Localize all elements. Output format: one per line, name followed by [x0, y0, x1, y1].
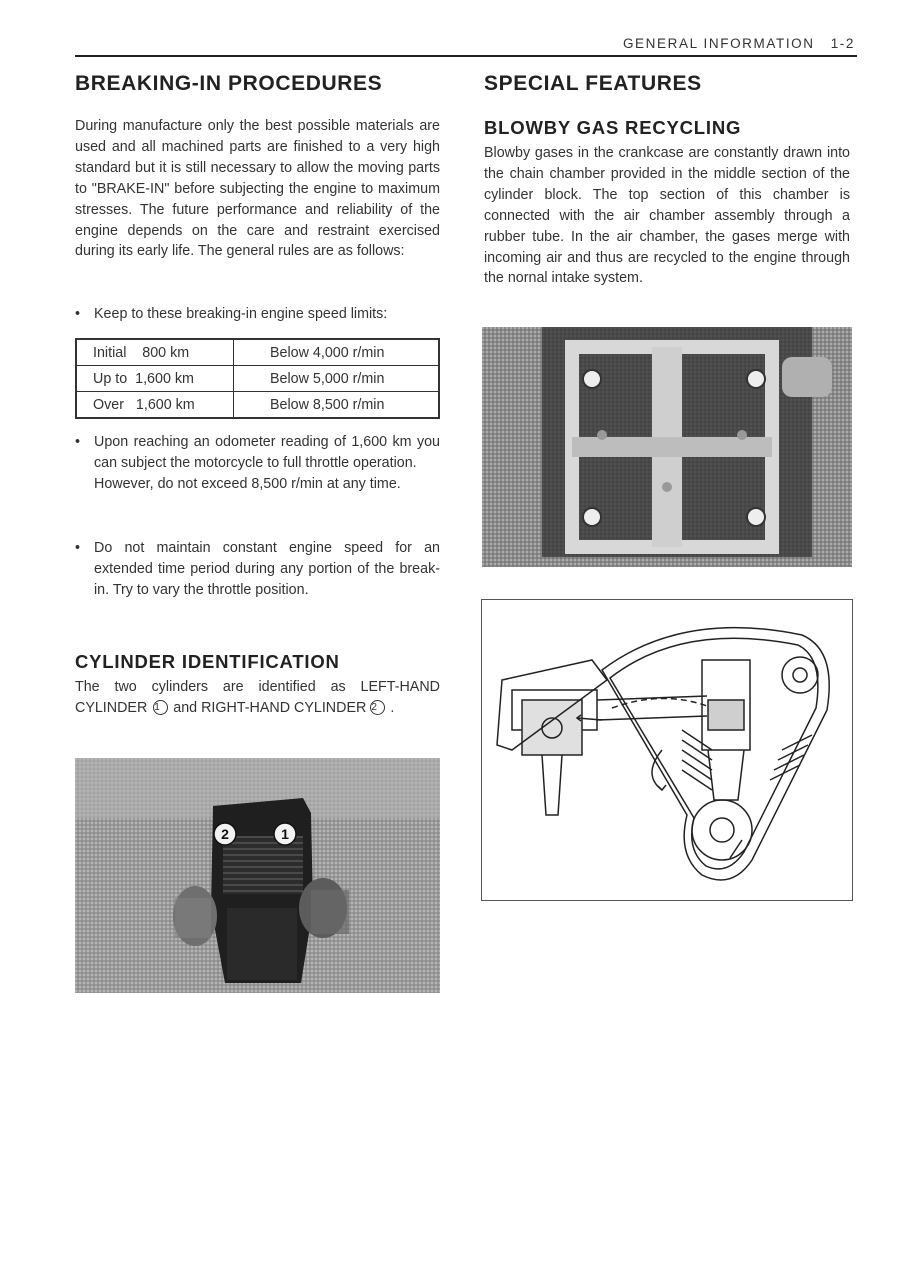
- table-cell-limit: Below 5,000 r/min: [234, 366, 440, 392]
- blowby-title: BLOWBY GAS RECYCLING: [484, 117, 742, 138]
- table-cell-limit: Below 4,000 r/min: [234, 339, 440, 366]
- bullet-full-throttle: [75, 432, 440, 495]
- bullet-vary-throttle-text: Do not maintain constant engine speed for an extended time period during any portion of the break-in. Try to vary the throttle position.: [94, 540, 440, 598]
- blowby-text: Blowby gases in the crankcase are constantly drawn into the chain chamber provided in the middle section of the cylinder block. The top section of this chamber is connected with the air chamber assembly through a rubber tube. In the air chamber, the gases merge with incoming air and thus are recycled to the engine through the nornal intake system.: [484, 145, 850, 287]
- bullet-icon: •: [75, 434, 81, 450]
- circled-number-1: 1: [153, 700, 168, 715]
- special-features-title: SPECIAL FEATURES: [484, 72, 702, 95]
- cylinder-id-text-part2: and RIGHT-HAND CYLINDER: [173, 699, 367, 716]
- table-row: [76, 366, 439, 392]
- engine-front-illustration: [75, 758, 440, 993]
- engine-cutaway-illustration: [482, 600, 852, 900]
- breaking-in-title: BREAKING-IN PROCEDURES: [75, 72, 383, 95]
- cylinder-head-illustration: [482, 327, 852, 567]
- engine-front-photo: [75, 758, 440, 993]
- running-header: [600, 36, 855, 51]
- photo-label-cylinder-2: 2: [221, 826, 229, 842]
- cylinder-head-photo: [482, 327, 852, 567]
- table-row: [76, 392, 439, 419]
- table-cell-limit: Below 8,500 r/min: [234, 392, 440, 419]
- cylinder-id-text: The two cylinders are identified as LEFT-HAND CYLINDER 1 and RIGHT-HAND CYLINDER 2 .: [75, 679, 440, 716]
- blowby-cutaway-diagram: [481, 599, 853, 901]
- table-cell-range: Initial 800 km: [76, 339, 234, 366]
- table-row: [76, 339, 439, 366]
- bullet-icon: •: [75, 540, 81, 556]
- bullet-vary-throttle: [75, 538, 440, 601]
- speed-limit-table: [75, 338, 440, 419]
- bullet-speed-limits-text: Keep to these breaking-in engine speed limits:: [94, 306, 388, 322]
- cylinder-id-title: CYLINDER IDENTIFICATION: [75, 651, 340, 672]
- table-cell-range: Up to 1,600 km: [76, 366, 234, 392]
- bullet-full-throttle-warning: However, do not exceed 8,500 r/min at any time.: [94, 475, 401, 492]
- header-section: GENERAL INFORMATION: [622, 36, 815, 51]
- breaking-in-intro: During manufacture only the best possible materials are used and all machined parts are finished to a very high standard but it is still necessary to allow the moving parts to "BRAKE-IN" before subjecting the engine to maximum stresses. The future performance and reliability of the engine depends on the care and restraint exercised during its early life. The general rules are as follows:: [75, 118, 440, 260]
- cylinder-id-text-part1: The two cylinders are identified as LEFT-HAND CYLINDER: [75, 679, 440, 716]
- photo-label-cylinder-1: 1: [281, 826, 289, 842]
- bullet-full-throttle-text: Upon reaching an odometer reading of 1,600 km you can subject the motorcycle to full throttle operation.: [94, 434, 440, 471]
- circled-number-2: 2: [370, 700, 385, 715]
- header-rule: [75, 55, 857, 57]
- table-cell-range: Over 1,600 km: [76, 392, 234, 419]
- bullet-icon: •: [75, 306, 81, 322]
- bullet-speed-limits: [75, 304, 440, 325]
- header-page-number: 1-2: [830, 36, 855, 51]
